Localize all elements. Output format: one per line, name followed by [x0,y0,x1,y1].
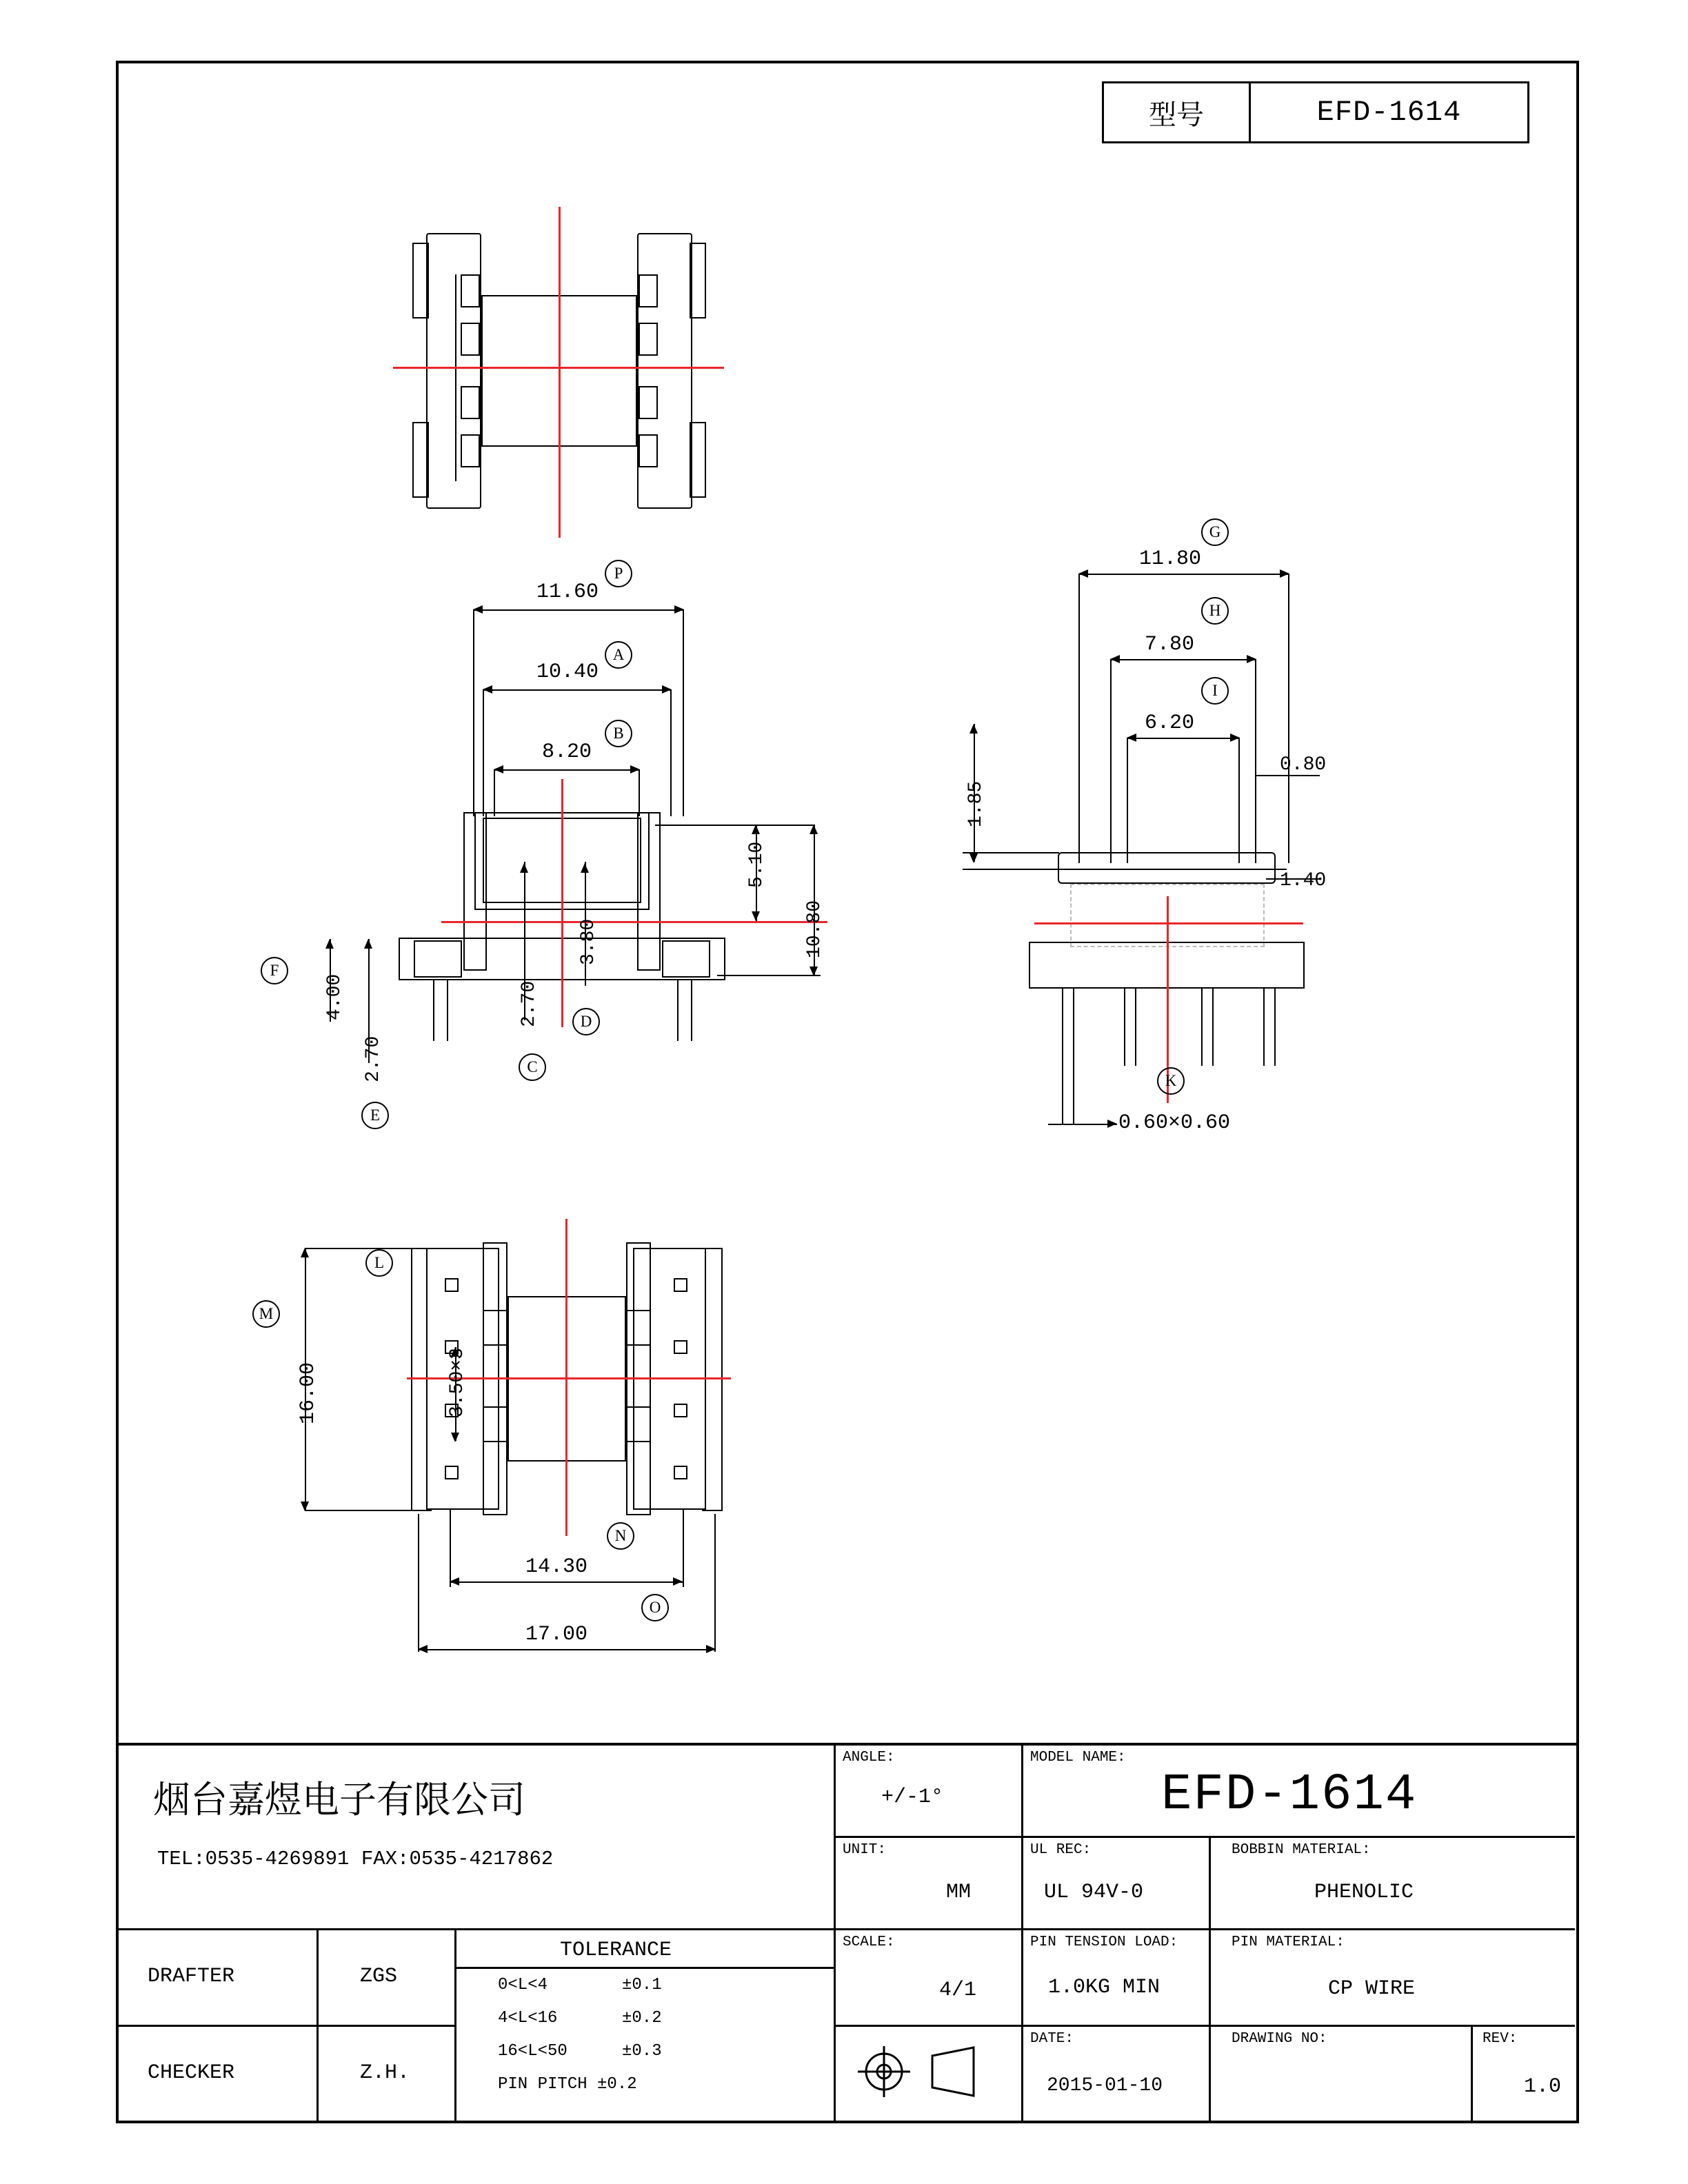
ul-rec-value: UL 94V-0 [1044,1881,1144,1904]
dim-line-n [450,1581,684,1583]
bottom-view-left-notch-3 [483,1406,508,1408]
bottom-view-right-tab-bottom [702,1510,723,1511]
dim-ext-m-top [305,1248,415,1249]
side-view-centerline-horizontal [1034,922,1303,924]
checker-value-cell [319,2027,456,2123]
callout-F: F [261,957,288,984]
dim-ext-510-top [655,825,814,826]
dim-ext-n-right [683,1510,684,1587]
callout-C: C [519,1053,546,1081]
dim-ext-i-left [1127,738,1128,863]
dim-line-p [473,609,684,611]
unit-value: MM [946,1881,972,1904]
dim-ext-m-bottom [305,1510,415,1511]
top-view-left-pin-slot-1 [461,274,480,307]
title-block [119,1743,1576,2121]
dim-arrow-n-left [450,1577,459,1586]
front-view-centerline-horizontal [441,921,827,923]
dim-value-185: 1.85 [965,780,987,827]
projection-symbol-cell [836,2027,1023,2123]
dim-ext-a-left [483,689,484,816]
top-view-left-pin-slot-4 [461,434,480,467]
callout-I: I [1201,677,1229,705]
top-view-right-tab-lower [690,422,706,498]
dim-arrow-f-up [325,939,334,949]
tolerance-header-cell [456,1930,836,1969]
dim-value-1080: 10.80 [804,900,825,958]
dim-value-a: 10.40 [536,660,599,684]
dim-arrow-185-down [969,853,978,863]
checker-label: CHECKER [148,2061,235,2085]
scale-value: 4/1 [939,1979,977,2002]
dim-ext-b-left [494,769,495,816]
dim-ext-p-left [473,609,474,816]
dim-value-l: 3.50×3 [447,1348,468,1417]
bobbin-material-label: BOBBIN MATERIAL: [1232,1842,1371,1858]
dim-value-g: 11.80 [1139,547,1202,571]
callout-K: K [1157,1067,1185,1095]
dim-ext-p-right [683,609,684,816]
front-view-base-right-step [662,940,710,978]
side-view-pin-1 [1062,989,1063,1066]
top-view-left-pin-slot-3 [461,386,480,419]
bottom-view-right-notch-1 [626,1310,651,1311]
top-view-centerline-horizontal [393,367,724,369]
dim-arrow-n-right [673,1577,683,1586]
drawing-no-label: DRAWING NO: [1232,2031,1327,2047]
model-name-cell [1023,1746,1575,1838]
bobbin-material-value: PHENOLIC [1314,1881,1414,1904]
dim-value-h: 7.80 [1145,633,1195,656]
dim-ext-1080-bottom [717,975,821,976]
unit-cell [836,1838,1023,1930]
dim-arrow-m-up [301,1248,309,1257]
model-name-label: MODEL NAME: [1030,1750,1126,1766]
model-name-value: EFD-1614 [1161,1766,1418,1824]
date-cell [1023,2027,1211,2123]
side-view-pin-4 [1263,989,1265,1066]
tolerance-row-2-tol: ±0.2 [622,2009,662,2028]
dim-arrow-e-up [364,939,372,949]
dim-arrow-a-left [483,685,492,694]
top-view-right-tab-upper [690,243,706,318]
company-cell [119,1746,836,1930]
dim-value-080: 0.80 [1280,754,1327,776]
side-view-pin-3 [1201,989,1203,1066]
scale-cell [836,1930,1023,2027]
date-value: 2015-01-10 [1047,2075,1163,2096]
bottom-view-left-notch-4 [483,1441,508,1442]
dim-ext-n-left [450,1510,451,1587]
dim-ext-h-left [1110,659,1112,863]
dim-ext-b-right [639,769,640,816]
callout-M: M [252,1300,280,1328]
ul-rec-label: UL REC: [1030,1842,1092,1858]
callout-O: O [641,1594,669,1621]
checker-cell [119,2027,319,2123]
top-view-right-pin-slot-4 [639,434,658,467]
tolerance-row-3-tol: ±0.3 [622,2042,662,2061]
callout-L: L [365,1249,393,1277]
bottom-view-right-edge [721,1248,723,1511]
pin-material-value: CP WIRE [1328,1977,1416,2001]
top-view-left-tab-upper [412,243,429,318]
bottom-view-right-notch-3 [626,1406,651,1408]
rev-cell [1473,2027,1575,2123]
checker-value: Z.H. [360,2061,410,2085]
dim-ext-k-1 [1062,1066,1063,1124]
dim-arrow-l-down [451,1433,459,1442]
front-view-centerline-vertical [561,779,563,1027]
dim-arrow-k [1107,1120,1117,1128]
callout-E: E [361,1102,389,1129]
top-view-centerline-vertical [559,207,561,538]
dim-ext-g-right [1288,574,1289,863]
company-contact: TEL:0535-4269891 FAX:0535-4217862 [157,1848,554,1870]
dim-ext-i-right [1238,738,1240,863]
drafter-label: DRAFTER [148,1965,235,1988]
callout-H: H [1201,597,1229,625]
dim-value-n: 14.30 [525,1555,588,1579]
model-tag [1102,81,1529,143]
tolerance-row-3-range: 16<L<50 [498,2042,567,2061]
dim-arrow-i-left [1127,734,1136,742]
dim-arrow-o-left [418,1645,428,1653]
dim-arrow-g-left [1078,569,1088,578]
tolerance-body-cell [456,1969,836,2123]
side-view-pin-1b [1073,989,1074,1066]
bottom-view-pin-hole-7 [674,1404,687,1417]
dim-arrow-510-down [752,911,760,921]
dim-value-i: 6.20 [1145,711,1195,735]
bottom-view-pin-hole-8 [674,1466,687,1479]
rev-value: 1.0 [1524,2075,1562,2099]
scale-label: SCALE: [843,1934,895,1950]
side-view-pin-2 [1124,989,1125,1066]
tolerance-row-1-tol: ±0.1 [622,1976,662,1994]
tolerance-row-1-range: 0<L<4 [498,1976,548,1994]
bobbin-material-cell [1211,1838,1575,1930]
front-view-pin-4 [691,980,692,1041]
bottom-view-right-tab-top [702,1248,723,1249]
dim-value-c: 2.70 [519,980,540,1027]
dim-ext-o-left [418,1514,419,1652]
front-view-pin-3 [677,980,679,1041]
bottom-view-right-notch-4 [626,1441,651,1442]
bottom-view-pin-hole-4 [445,1466,459,1479]
dim-arrow-h-left [1110,655,1120,663]
side-view-flange-top [1058,852,1276,884]
callout-P: P [605,560,632,587]
dim-arrow-510-up [752,825,760,834]
bottom-view-pin-hole-5 [674,1278,687,1292]
dim-value-o: 17.00 [525,1623,588,1646]
rev-label: REV: [1483,2031,1518,2047]
drafter-value-cell [319,1930,456,2027]
pin-tension-value: 1.0KG MIN [1048,1976,1160,1999]
front-view-base-left-step [414,940,462,978]
side-view-terminal-ledge [963,869,1287,870]
dim-line-h [1110,659,1256,660]
dim-leader-k [1048,1124,1117,1125]
bottom-view-right-notch-2 [626,1344,651,1346]
dim-value-p: 11.60 [536,580,599,604]
callout-N: N [607,1522,634,1550]
dim-arrow-b-left [494,765,503,774]
dim-ext-o-right [714,1514,716,1652]
tolerance-row-2-range: 4<L<16 [498,2009,558,2028]
company-name: 烟台嘉煜电子有限公司 [153,1779,525,1821]
angle-cell [836,1746,1023,1838]
top-view-right-pin-slot-2 [639,323,658,356]
model-tag-value: EFD-1614 [1316,96,1462,129]
drafter-cell [119,1930,319,2027]
dim-value-k: 0.60×0.60 [1118,1111,1231,1135]
callout-B: B [605,720,632,747]
dim-value-f: 4.00 [324,973,345,1020]
callout-G: G [1201,518,1229,546]
bottom-view-pin-hole-6 [674,1340,687,1354]
ul-rec-cell [1023,1838,1211,1930]
dim-line-i [1127,738,1240,739]
bottom-view-left-notch-1 [483,1310,508,1311]
dim-arrow-1080-up [810,825,818,834]
dim-arrow-c-up [520,863,528,873]
callout-A: A [605,641,632,669]
dim-ext-a-right [670,689,672,816]
dim-ext-h-right [1255,659,1256,863]
drafter-value: ZGS [360,1965,398,1988]
dim-line-g [1078,574,1289,575]
dim-line-o [418,1649,716,1650]
pin-tension-cell [1023,1930,1211,2027]
model-tag-label: 型号 [1104,83,1251,141]
front-view-pin-2 [447,980,448,1041]
callout-D: D [572,1008,600,1035]
dim-ext-k-2 [1073,1066,1074,1124]
dim-value-b: 8.20 [542,740,592,764]
first-angle-projection-icon [836,2027,1015,2116]
dim-ext-g-left [1078,574,1080,863]
top-view-left-tab-lower [412,422,429,498]
side-view-pin-4b [1274,989,1276,1066]
bottom-view-left-notch-2 [483,1344,508,1346]
dim-arrow-d-up [581,863,589,873]
dim-line-a [483,689,672,691]
dim-value-510: 5.10 [746,841,767,888]
top-view-right-pin-slot-1 [639,274,658,307]
date-label: DATE: [1030,2031,1074,2047]
top-view-left-slot-line [455,274,456,481]
pin-material-label: PIN MATERIAL: [1232,1934,1345,1950]
top-view-left-pin-slot-2 [461,323,480,356]
dim-value-e: 2.70 [363,1035,384,1082]
drawing-no-cell [1211,2027,1473,2123]
dim-arrow-p-left [473,605,483,614]
dim-value-140: 1.40 [1280,870,1327,891]
angle-label: ANGLE: [843,1750,895,1766]
unit-label: UNIT: [843,1842,887,1858]
angle-value: +/-1° [881,1786,944,1809]
pin-material-cell [1211,1930,1575,2027]
dim-arrow-185-up [969,724,978,734]
dim-value-m: 16.00 [297,1362,320,1424]
front-view-pin-1 [433,980,434,1041]
side-view-pin-2b [1135,989,1136,1066]
bottom-view-pin-hole-1 [445,1278,459,1292]
pin-pitch-note: PIN PITCH ±0.2 [498,2075,637,2094]
dim-value-d: 3.80 [578,918,599,965]
bottom-view-left-edge [411,1248,412,1511]
side-view-pin-3b [1212,989,1214,1066]
pin-tension-label: PIN TENSION LOAD: [1030,1934,1178,1950]
tolerance-label: TOLERANCE [560,1939,672,1962]
dim-line-b [494,769,640,771]
top-view-right-pin-slot-3 [639,386,658,419]
